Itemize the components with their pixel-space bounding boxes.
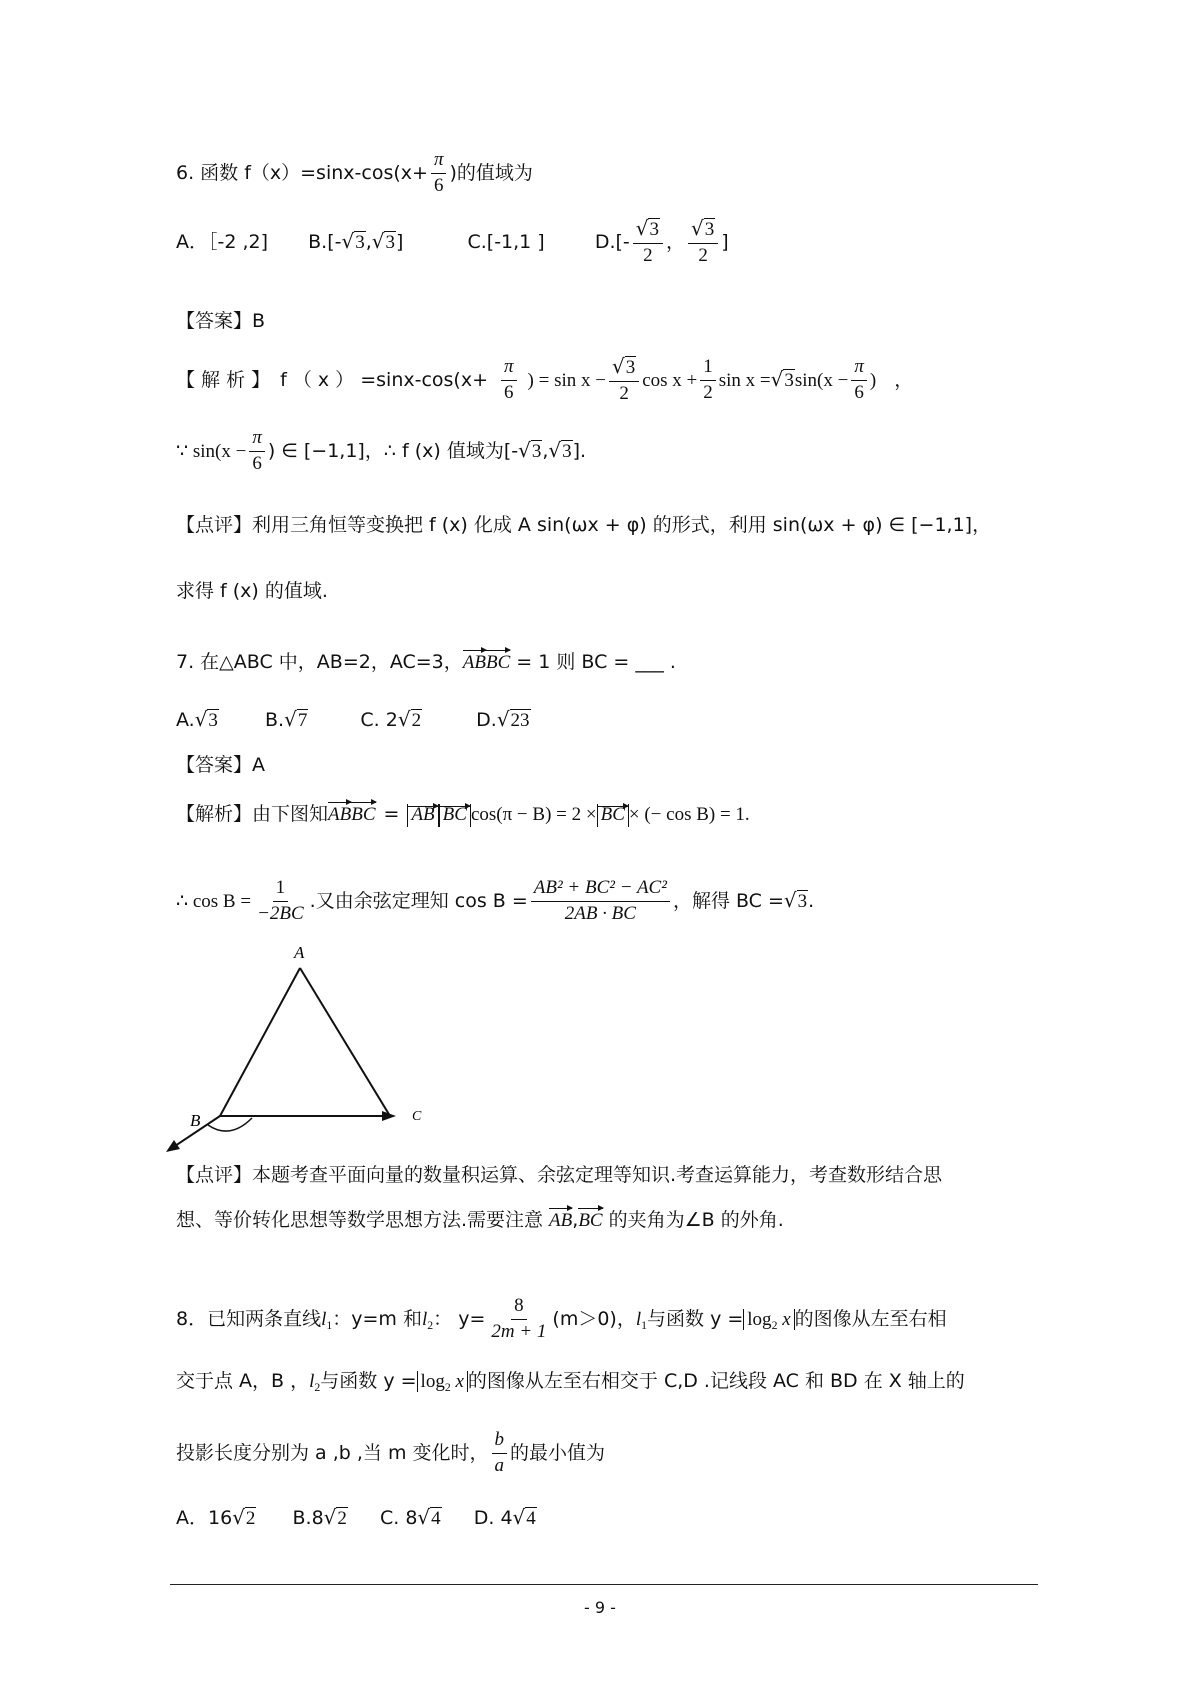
- q6-option-c: C.[-1,1 ]: [467, 230, 545, 253]
- q8-option-a: A．16√2: [176, 1505, 256, 1529]
- q6-option-d: D.[- $\frac{√3}{2}$ ， $\frac{√3}{2}$ ]: [594, 216, 729, 266]
- q7-option-d: D.√23: [476, 707, 530, 731]
- vertex-b-label: B: [190, 1111, 201, 1130]
- q6-options: [176, 218, 1050, 267]
- q7-comment-line1: 【点评】本题考查平面向量的数量积运算、余弦定理等知识.考查运算能力，考查数形结合思: [176, 1164, 943, 1186]
- q7-stem: 7. 在△ABC 中，AB=2，AC=3，ABBC = 1 则 BC = ___ .: [176, 648, 1050, 675]
- vector-ab: AB: [463, 648, 486, 675]
- fraction-pi-over-6: $\frac{\pi}{6}$: [431, 150, 447, 197]
- q8-stem-line1: 8．已知两条直线$l_1$：y=m 和$l_2$： y= $\frac{8}{2m + 1}$ (m＞0)，$l_1$与函数 $y = \log_2 x$ 的图像从左至右相: [176, 1295, 947, 1342]
- triangle-figure: [160, 940, 440, 1160]
- q8-option-b: B.8√2: [292, 1505, 347, 1529]
- q6-option-a: A．［-2 ,2]: [176, 230, 269, 253]
- q6-comment-line1: 【点评】利用三角恒等变换把 f (x) 化成 A sin(ωx + φ) 的形式，利用 sin(ωx + φ) ∈ [−1,1]，: [176, 514, 992, 536]
- q7-options: [176, 708, 1050, 733]
- q7-option-a: A.√3: [176, 707, 218, 731]
- q8-option-d: D. 4√4: [473, 1505, 536, 1529]
- q6-stem: 6. 函数 f（x）=sinx-cos(x+ $\frac{\pi}{6}$ )的值域为: [176, 149, 533, 196]
- q6-range: ∵ sin(x − $\frac{\pi}{6}$ ) ∈ [−1,1]，∴ f (x) 值域为[-√3,√3].: [176, 427, 587, 474]
- vector-bc: BC: [486, 648, 510, 675]
- footer-rule: [170, 1584, 1038, 1585]
- vertex-c-label: C: [412, 1109, 422, 1124]
- q8-stem-line3: 投影长度分别为 a ,b ,当 m 变化时， $\frac{b}{a}$ 的最小值为: [176, 1429, 606, 1476]
- q6-comment-line2: 求得 f (x) 的值域.: [176, 580, 328, 602]
- q7-analysis: 【解析】由下图知ABBC = AB BC cos(π − B) = 2 × BC × (− cos B) = 1.: [176, 800, 1050, 827]
- q7-option-c: C. 2√2: [360, 707, 422, 731]
- q8-stem-line2: 交于点 A，B ，$l_2$与函数 $y = \log_2 x$ 的图像从左至右相交于 C,D .记线段 AC 和 BD 在 X 轴上的: [176, 1370, 965, 1395]
- q7-answer: 【答案】A: [176, 754, 265, 776]
- q6-option-b: B.[-√3,√3]: [308, 228, 404, 253]
- q7-comment-line2: 想、等价转化思想等数学思想方法.需要注意 AB,BC 的夹角为∠B 的外角.: [176, 1206, 1050, 1233]
- q7-option-b: B.√7: [265, 707, 308, 731]
- q6-answer: 【答案】B: [176, 310, 266, 332]
- page-number: - 9 -: [584, 1598, 616, 1617]
- q8-option-c: C. 8√4: [379, 1505, 441, 1529]
- q7-cosine-step: ∴ cos B = $\frac{1}{-2BC}$ .又由余弦定理知 cos B = $\frac{\text{AB² + BC² − AC²}}{2AB \cdot BC}$ ，解得 BC =√3.: [176, 877, 815, 924]
- q6-analysis: 【 解 析 】 f （ x ） =sinx-cos(x+ $\frac{\pi}{6}$ ) = sin x − $\frac{√3}{2}$ cos x + $\frac{1}{2}$ sin x =√3sin(x − $\frac{\pi}{6}$ ) ，: [176, 354, 914, 404]
- q8-options: [176, 1506, 1050, 1531]
- vertex-a-label: A: [294, 943, 305, 962]
